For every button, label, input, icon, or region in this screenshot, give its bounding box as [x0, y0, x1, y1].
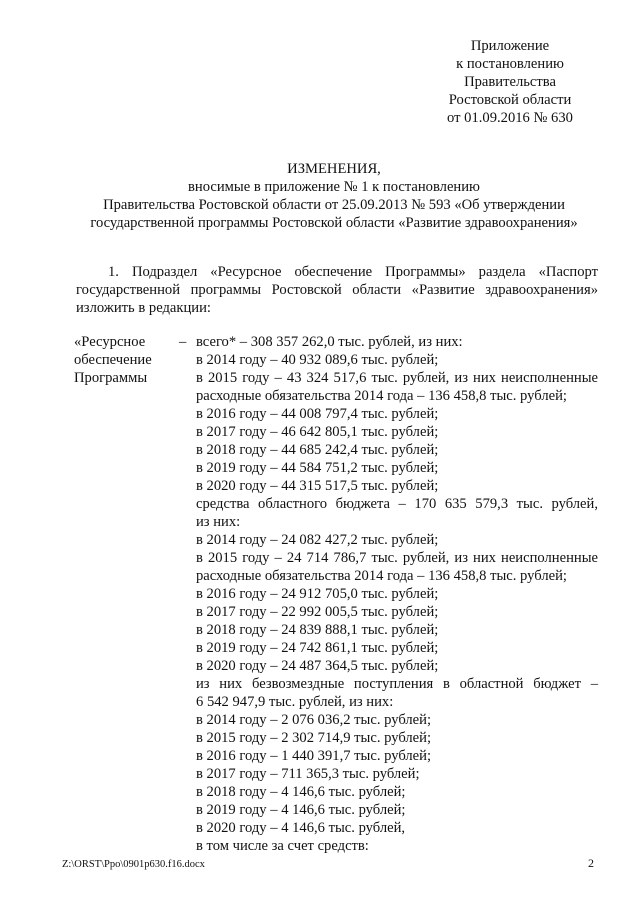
approval-line: к постановлению — [456, 56, 564, 72]
resource-line: в 2015 году – 2 302 714,9 тыс. рублей; — [196, 730, 432, 746]
resource-line: в 2019 году – 4 146,6 тыс. рублей; — [196, 802, 406, 818]
resource-line: в том числе за счет средств: — [196, 838, 369, 854]
resource-line: в 2015 году – 24 714 786,7 тыс. рублей, из них неисполненные — [196, 550, 598, 566]
resource-line: в 2020 году – 24 487 364,5 тыс. рублей; — [196, 658, 439, 674]
label-line: Программы — [74, 370, 148, 386]
resource-label — [74, 333, 187, 387]
footer-file-path: Z:\ORST\Ppo\0901p630.f16.docx — [62, 859, 205, 870]
label-line: «Ресурсное — [74, 334, 146, 350]
resource-line: в 2017 году – 46 642 805,1 тыс. рублей; — [196, 424, 439, 440]
resource-line: в 2016 году – 1 440 391,7 тыс. рублей; — [196, 748, 432, 764]
approval-line: от 01.09.2016 № 630 — [447, 110, 573, 126]
resource-line: из них безвозмездные поступления в областной бюджет – — [196, 676, 598, 692]
title-heading: ИЗМЕНЕНИЯ, — [287, 161, 381, 177]
resource-line: в 2018 году – 44 685 242,4 тыс. рублей; — [196, 442, 439, 458]
resource-line: в 2014 году – 40 932 089,6 тыс. рублей; — [196, 352, 439, 368]
title-line: государственной программы Ростовской области «Развитие здравоохранения» — [90, 215, 578, 231]
page-number: 2 — [588, 856, 594, 870]
resource-details — [196, 333, 598, 855]
resource-line: в 2020 году – 44 315 517,5 тыс. рублей; — [196, 478, 439, 494]
resource-line: в 2020 году – 4 146,6 тыс. рублей, — [196, 820, 406, 836]
resource-line: расходные обязательства 2014 года – 136 458,8 тыс. рублей; — [196, 388, 567, 404]
resource-line: 6 542 947,9 тыс. рублей, из них: — [196, 694, 394, 710]
resource-line: в 2014 году – 24 082 427,2 тыс. рублей; — [196, 532, 439, 548]
title-line: вносимые в приложение № 1 к постановлению — [188, 179, 480, 195]
approval-block — [420, 37, 600, 127]
resource-line: расходные обязательства 2014 года – 136 458,8 тыс. рублей; — [196, 568, 567, 584]
resource-line: всего* – 308 357 262,0 тыс. рублей, из них: — [196, 334, 463, 350]
approval-line: Ростовской области — [448, 92, 572, 108]
title-line: Правительства Ростовской области от 25.09.2013 № 593 «Об утверждении — [103, 197, 565, 213]
intro-line: изложить в редакции: — [76, 300, 211, 316]
resource-line: в 2019 году – 24 742 861,1 тыс. рублей; — [196, 640, 439, 656]
intro-line: 1. Подраздел «Ресурсное обеспечение Программы» раздела «Паспорт — [108, 264, 598, 280]
resource-line: из них: — [196, 514, 241, 530]
resource-line: в 2016 году – 24 912 705,0 тыс. рублей; — [196, 586, 439, 602]
resource-line: в 2015 году – 43 324 517,6 тыс. рублей, из них неисполненные — [196, 370, 598, 386]
resource-line: в 2016 году – 44 008 797,4 тыс. рублей; — [196, 406, 439, 422]
intro-paragraph — [76, 263, 598, 317]
resource-line: в 2018 году – 4 146,6 тыс. рублей; — [196, 784, 406, 800]
resource-line: в 2017 году – 22 992 005,5 тыс. рублей; — [196, 604, 439, 620]
resource-line: в 2014 году – 2 076 036,2 тыс. рублей; — [196, 712, 432, 728]
approval-line: Приложение — [470, 38, 550, 54]
resource-line: в 2019 году – 44 584 751,2 тыс. рублей; — [196, 460, 439, 476]
label-line: обеспечение — [74, 352, 152, 368]
resource-line: средства областного бюджета – 170 635 579,3 тыс. рублей, — [196, 496, 598, 512]
approval-line: Правительства — [464, 74, 556, 90]
intro-line: государственной программы Ростовской области «Развитие здравоохранения» — [76, 282, 598, 298]
resource-line: в 2018 году – 24 839 888,1 тыс. рублей; — [196, 622, 439, 638]
resource-line: в 2017 году – 711 365,3 тыс. рублей; — [196, 766, 420, 782]
document-title — [70, 160, 598, 232]
label-dash: – — [179, 334, 187, 350]
